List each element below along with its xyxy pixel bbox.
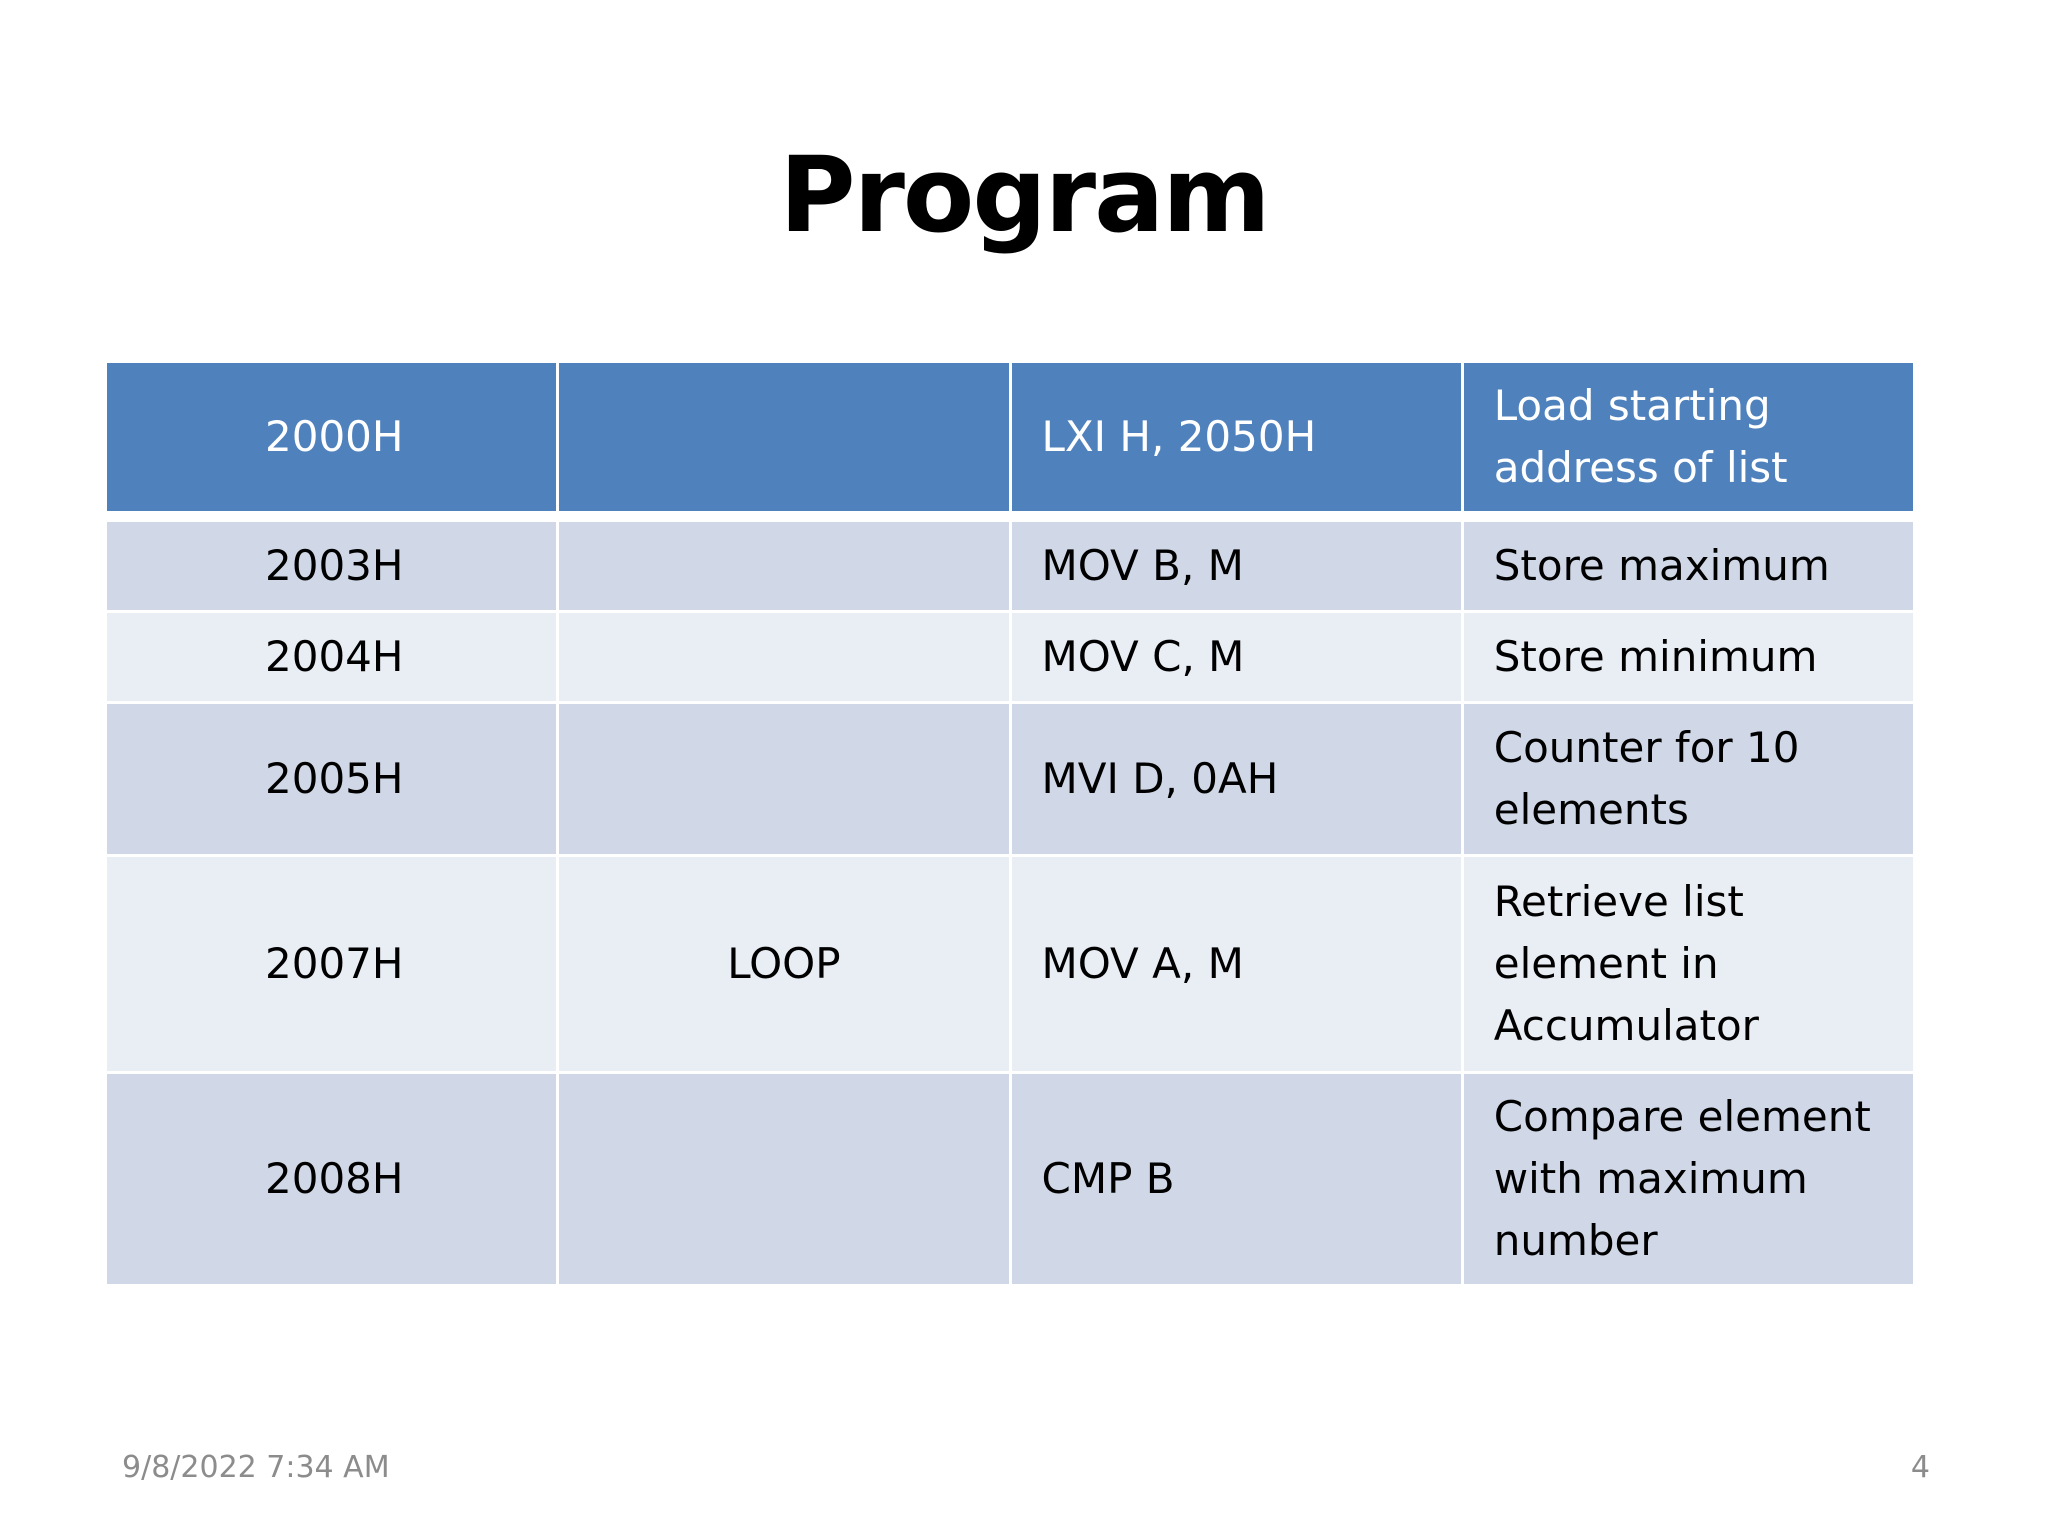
table-row — [107, 522, 1913, 610]
label-cell — [559, 613, 1008, 701]
table-row — [107, 613, 1913, 701]
address-cell: 2007H — [107, 857, 556, 1071]
address-cell: 2004H — [107, 613, 556, 701]
comment-cell: Compare element with maximum number — [1464, 1074, 1913, 1284]
instruction-cell: MVI D, 0AH — [1012, 704, 1461, 854]
label-cell: LOOP — [559, 857, 1008, 1071]
instruction-cell: MOV B, M — [1012, 522, 1461, 610]
instruction-cell: MOV C, M — [1012, 613, 1461, 701]
instruction-cell: CMP B — [1012, 1074, 1461, 1284]
table-header-row — [107, 363, 1913, 511]
table-row — [107, 704, 1913, 854]
comment-cell: Store minimum — [1464, 613, 1913, 701]
address-cell: 2008H — [107, 1074, 556, 1284]
instruction-cell: LXI H, 2050H — [1012, 363, 1461, 511]
label-cell — [559, 522, 1008, 610]
address-cell: 2000H — [107, 363, 556, 511]
comment-cell: Counter for 10 elements — [1464, 704, 1913, 854]
label-cell — [559, 1074, 1008, 1284]
comment-cell: Store maximum — [1464, 522, 1913, 610]
footer-date: 9/8/2022 7:34 AM — [122, 1450, 390, 1485]
label-cell — [559, 363, 1008, 511]
slide-title: Program — [779, 134, 1269, 256]
comment-cell: Load starting address of list — [1464, 363, 1913, 511]
comment-cell: Retrieve list element in Accumulator — [1464, 857, 1913, 1071]
label-cell — [559, 704, 1008, 854]
table-row — [107, 1074, 1913, 1284]
address-cell: 2003H — [107, 522, 556, 610]
address-cell: 2005H — [107, 704, 556, 854]
instruction-cell: MOV A, M — [1012, 857, 1461, 1071]
page-number: 4 — [1910, 1450, 1930, 1485]
program-table — [104, 360, 1916, 1287]
table-row — [107, 857, 1913, 1071]
